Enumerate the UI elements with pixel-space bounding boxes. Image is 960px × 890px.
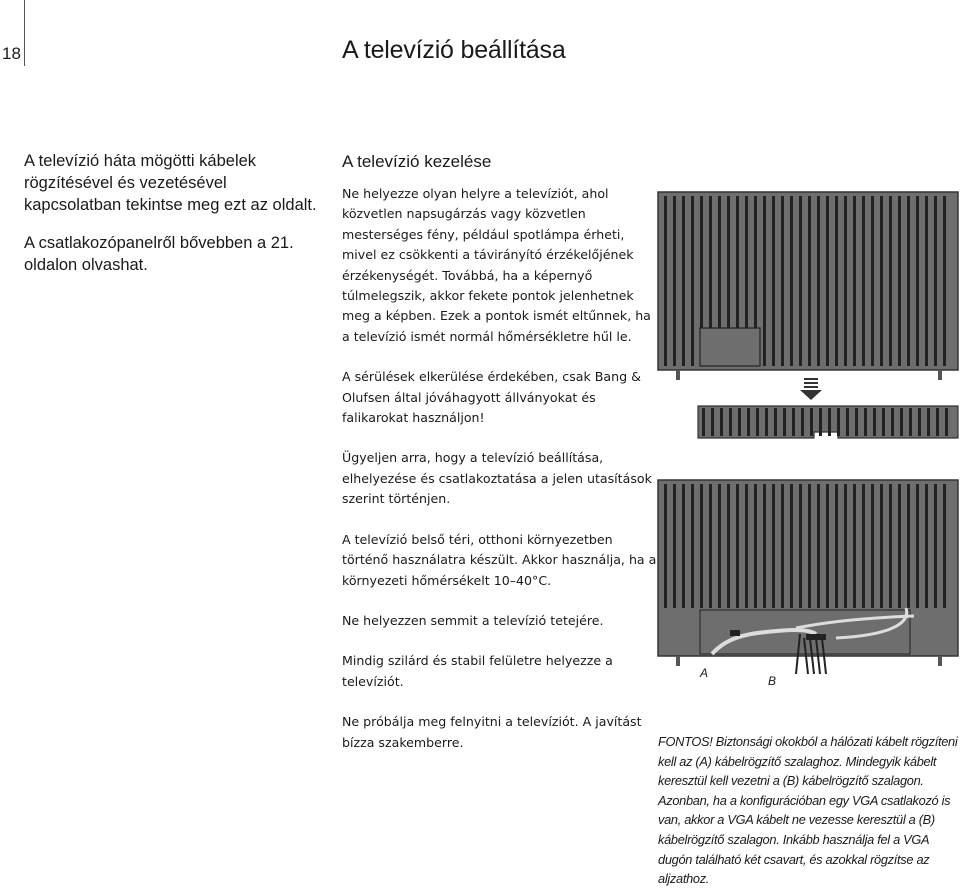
vent-slot (925, 484, 928, 608)
vent-slot (907, 484, 910, 608)
vent-slot (907, 196, 910, 366)
vent-slot (781, 484, 784, 608)
vent-slot (790, 196, 793, 366)
vent-slot (853, 484, 856, 608)
vent-slot (880, 484, 883, 608)
vent-slot (898, 484, 901, 608)
vent-slot (772, 196, 775, 366)
vent-slot (711, 408, 714, 436)
vent-slot (909, 408, 912, 436)
body-paragraph: Ne helyezze olyan helyre a televíziót, ahol közvetlen napsugárzás vagy közvetlen mesterséges fény, például spotlámpa érheti, mivel ez csökkenti a távirányító érzékelőjének érzékenységét. Továbbá, ha a képernyő túlmelegszik, akkor fekete pontok jelenhetnek meg a képben. Ezek a pontok ismét eltűnnek, ha a televízió ismét normál hőmérsékletre hűl le. (342, 186, 651, 344)
body-paragraph: Ügyeljen arra, hogy a televízió beállítása, elhelyezése és csatlakoztatása a jelen utasítások szerint történjen. (342, 450, 652, 507)
vent-slot (844, 484, 847, 608)
body-paragraph: Ne helyezzen semmit a televízió tetejére. (342, 612, 604, 628)
vent-slot (754, 484, 757, 608)
vent-slot (889, 196, 892, 366)
vent-slot (826, 484, 829, 608)
vent-slot (916, 196, 919, 366)
note-text: FONTOS! Biztonsági okokból a hálózati kábelt rögzíteni kell az (A) kábelrögzítő szalaghoz. Mindegyik kábelt keresztül kell vezetni a (B) kábelrögzítő szalagon. Azonban, ha a konfigurációban egy VGA csatlakozó is van, akkor a VGA kábelt ne vezesse keresztül a (B) kábelrögzítő szalagon. Inkább használja fel a VGA dugón található két csavart, és azokkal rögzítse az aljzathoz. (658, 734, 958, 887)
vent-slot (790, 484, 793, 608)
vent-slot (799, 484, 802, 608)
vent-slot (745, 484, 748, 608)
vent-slot (846, 408, 849, 436)
vent-slot (772, 484, 775, 608)
vent-slot (871, 196, 874, 366)
vent-slot (756, 408, 759, 436)
page-number: 18 (2, 44, 21, 63)
vent-slot (783, 408, 786, 436)
vent-slot (925, 196, 928, 366)
vent-slot (765, 408, 768, 436)
body-paragraph: Mindig szilárd és stabil felületre helyezze a televíziót. (342, 653, 613, 689)
vent-slot (855, 408, 858, 436)
vent-slot (664, 196, 667, 366)
vent-slot (934, 484, 937, 608)
vent-slot (871, 484, 874, 608)
vent-slot (864, 408, 867, 436)
cable-clamp-b-label: B (768, 674, 777, 688)
vent-slot (943, 484, 946, 608)
vent-slot (738, 408, 741, 436)
vent-slot (891, 408, 894, 436)
vent-slot (799, 196, 802, 366)
vent-slot (927, 408, 930, 436)
vent-slot (826, 196, 829, 366)
vent-slot (810, 408, 813, 436)
vent-slot (673, 484, 676, 608)
vent-slot (835, 196, 838, 366)
vent-slot (862, 196, 865, 366)
vent-slot (817, 196, 820, 366)
vent-slot (844, 196, 847, 366)
vent-slot (763, 484, 766, 608)
vent-slot (808, 484, 811, 608)
vent-slot (763, 196, 766, 366)
sidebar (24, 150, 324, 292)
vent-slot (943, 196, 946, 366)
vent-slot (781, 196, 784, 366)
vent-slot (736, 484, 739, 608)
margin-rule (24, 0, 25, 66)
vent-slot (819, 408, 822, 436)
sidebar-paragraph: A csatlakozópanelről bővebben a 21. oldalon olvashat. (24, 234, 294, 274)
section-heading: A televízió kezelése (342, 152, 492, 171)
vent-slot (817, 484, 820, 608)
vent-slot (916, 484, 919, 608)
vent-slot (702, 408, 705, 436)
vent-slot (664, 484, 667, 608)
vent-slot (900, 408, 903, 436)
vent-slot (918, 408, 921, 436)
down-arrow-icon (800, 378, 822, 400)
vent-slot (729, 408, 732, 436)
vent-slot (691, 484, 694, 608)
vent-slot (801, 408, 804, 436)
page-title: A televízió beállítása (342, 36, 566, 64)
vent-slot (727, 484, 730, 608)
vent-slot (835, 484, 838, 608)
vent-slot (853, 196, 856, 366)
body-paragraph: A televízió belső téri, otthoni környezetben történő használatra készült. Akkor használja, ha a környezeti hőmérsékelt 10–40°C. (342, 531, 657, 588)
important-note (658, 732, 960, 889)
vent-slot (691, 196, 694, 366)
vent-slot (882, 408, 885, 436)
tv-rear-figure (656, 190, 960, 386)
vent-slot (682, 196, 685, 366)
vent-slot (673, 196, 676, 366)
body-paragraph: Ne próbálja meg felnyitni a televíziót. A javítást bízza szakemberre. (342, 714, 642, 750)
vent-slot (889, 484, 892, 608)
vent-slot (792, 408, 795, 436)
vent-slot (718, 484, 721, 608)
vent-slot (808, 196, 811, 366)
vent-slot (936, 408, 939, 436)
vent-slot (945, 408, 948, 436)
cable-cover-figure (696, 376, 960, 442)
vent-slot (720, 408, 723, 436)
vent-slot (934, 196, 937, 366)
sidebar-paragraph: A televízió háta mögötti kábelek rögzítésével és vezetésével kapcsolatban tekintse meg ezt az oldalt. (24, 152, 317, 214)
vent-slot (709, 484, 712, 608)
vent-slot (774, 408, 777, 436)
tv-cables-figure (656, 478, 960, 674)
vent-slot (873, 408, 876, 436)
vent-slot (700, 484, 703, 608)
vent-slot (682, 484, 685, 608)
vent-slot (862, 484, 865, 608)
main-text (342, 152, 662, 753)
vent-slot (880, 196, 883, 366)
vent-slot (828, 408, 831, 436)
cable-clamp-a-label: A (700, 666, 709, 680)
vent-slot (837, 408, 840, 436)
vent-slot (747, 408, 750, 436)
vent-slot (898, 196, 901, 366)
body-paragraph: A sérülések elkerülése érdekében, csak Bang & Olufsen által jóváhagyott állványokat és falikarokat használjon! (342, 369, 641, 426)
